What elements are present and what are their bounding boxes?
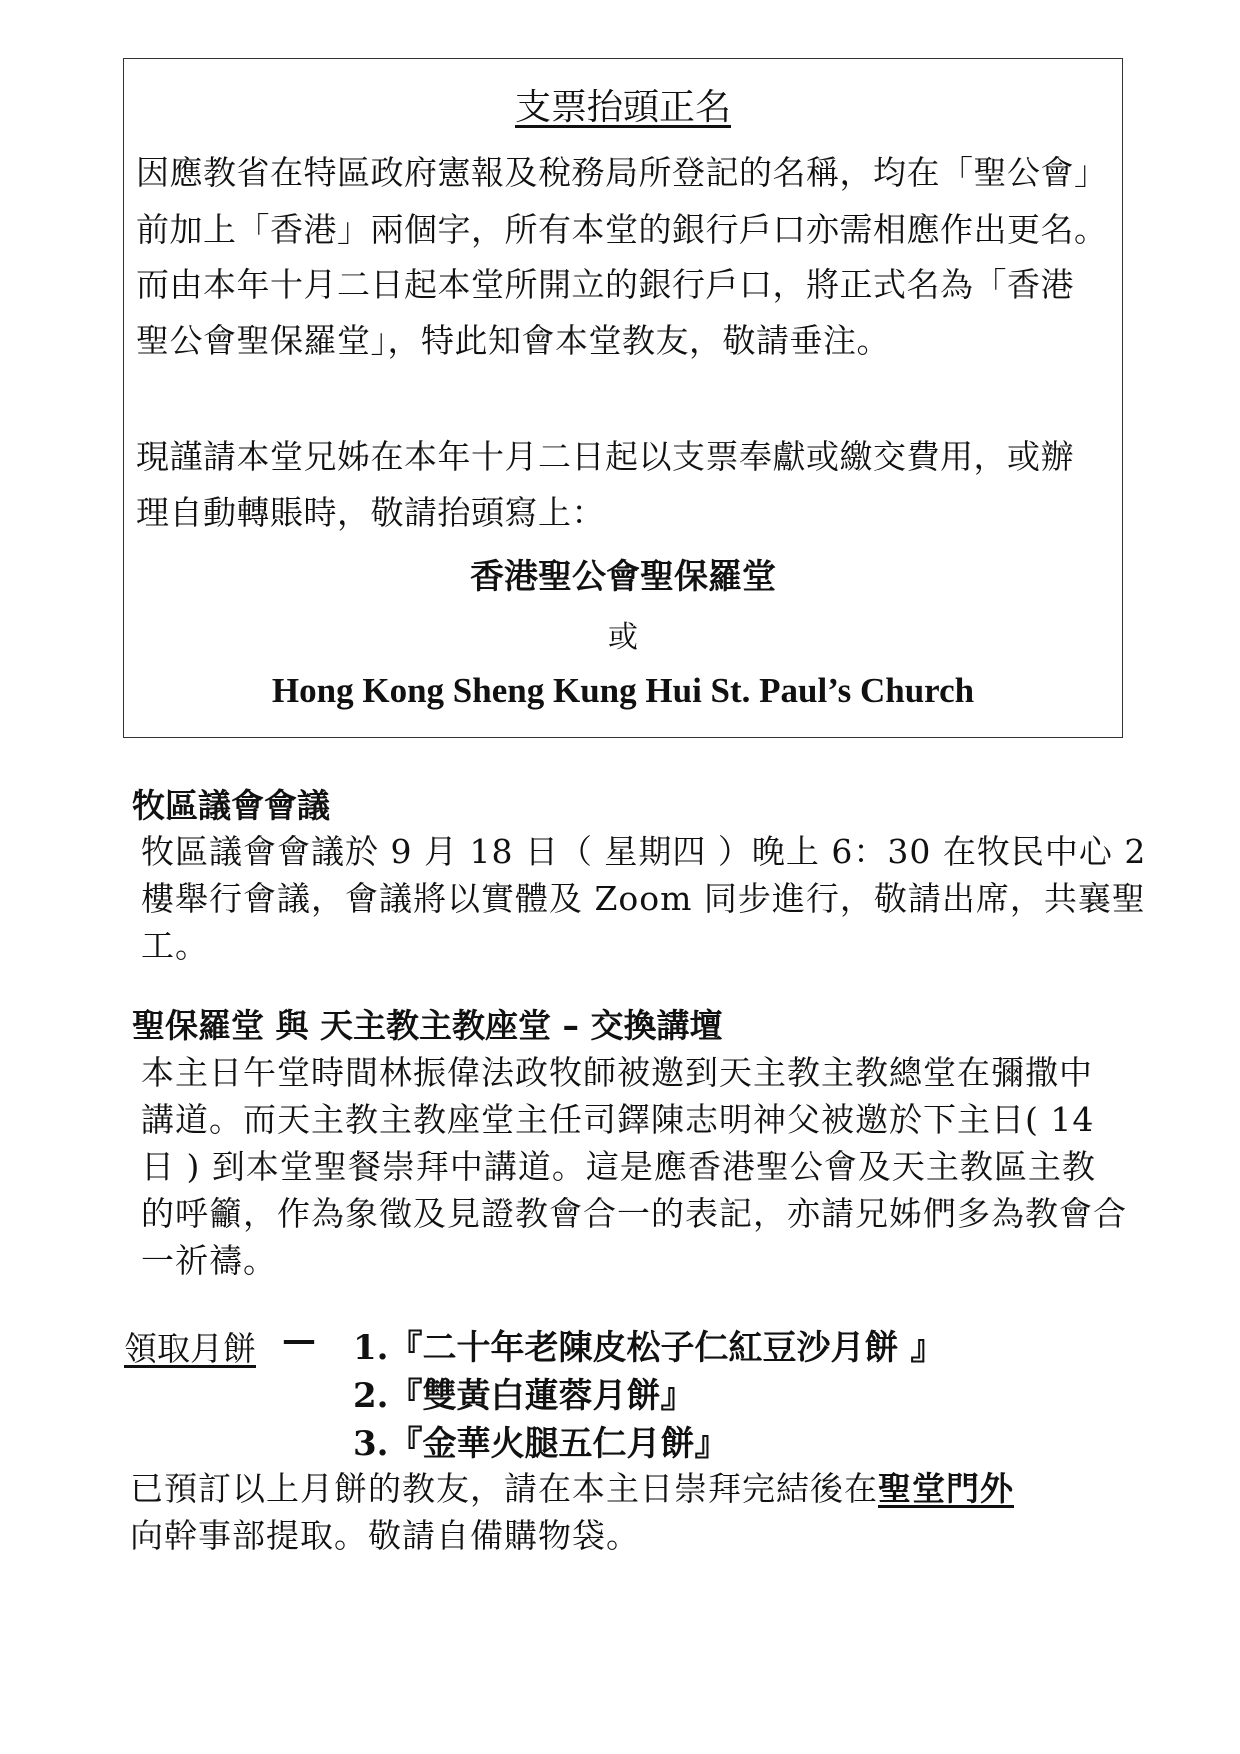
notice-title: 支票抬頭正名 [514, 87, 731, 128]
pulpit-exchange-line: 本主日午堂時間林振偉法政牧師被邀到天主教主教總堂在彌撒中 [141, 1053, 1093, 1092]
cheque-notice-box [123, 58, 1123, 738]
council-meeting-line: 牧區議會會議於 9 月 18 日（ 星期四 ）晚上 6：30 在牧民中心 2 [141, 832, 1147, 871]
notice-paragraph2-line: 現謹請本堂兄姊在本年十月二日起以支票奉獻或繳交費用，或辦 [136, 437, 1074, 476]
notice-paragraph1-line: 前加上「香港」兩個字，所有本堂的銀行戶口亦需相應作出更名。 [136, 210, 1108, 249]
notice-paragraph1-line: 因應教省在特區政府憲報及稅務局所登記的名稱，均在「聖公會」 [136, 153, 1108, 192]
pulpit-exchange-title: 聖保羅堂 與 天主教主教座堂 – 交換講壇 [132, 1006, 723, 1045]
council-meeting-line: 樓舉行會議，會議將以實體及 Zoom 同步進行，敬請出席，共襄聖 [141, 879, 1146, 918]
council-meeting-line: 工。 [141, 926, 209, 965]
mooncake-note-line [130, 1463, 1014, 1510]
pulpit-exchange-line: 的呼籲，作為象徵及見證教會合一的表記，亦請兄姊們多為教會合 [141, 1194, 1127, 1233]
notice-paragraph1-line: 而由本年十月二日起本堂所開立的銀行戶口，將正式名為「香港 [136, 265, 1074, 304]
mooncake-item: 1.『二十年老陳皮松子仁紅豆沙月餅 』 [353, 1328, 945, 1368]
mooncake-label: 領取月餅 [124, 1329, 256, 1368]
mooncake-item: 2.『雙黃白蓮蓉月餅』 [353, 1376, 695, 1416]
pulpit-exchange-line: 日 ) 到本堂聖餐崇拜中講道。這是應香港聖公會及天主教區主教 [141, 1147, 1096, 1186]
notice-paragraph2-line: 理自動轉賬時，敬請抬頭寫上： [136, 493, 605, 532]
pulpit-exchange-line: 一祈禱。 [141, 1241, 277, 1280]
pulpit-exchange-line: 講道。而天主教主教座堂主任司鐸陳志明神父被邀於下主日( 14 [141, 1100, 1095, 1139]
mooncake-note-text: 已預訂以上月餅的教友，請在本主日崇拜完結後在 [130, 1469, 878, 1508]
notice-paragraph1-line: 聖公會聖保羅堂」，特此知會本堂教友，敬請垂注。 [136, 321, 890, 360]
church-name-chinese: 香港聖公會聖保羅堂 [470, 557, 776, 597]
mooncake-note-line: 向幹事部提取。敬請自備購物袋。 [130, 1516, 640, 1555]
or-text: 或 [608, 620, 638, 655]
council-meeting-title: 牧區議會會議 [132, 786, 330, 825]
church-name-english: Hong Kong Sheng Kung Hui St. Paul’s Church [271, 671, 975, 710]
mooncake-dash: — [282, 1320, 316, 1360]
pickup-location: 聖堂門外 [878, 1469, 1014, 1508]
mooncake-item: 3.『金華火腿五仁月餅』 [353, 1424, 729, 1464]
